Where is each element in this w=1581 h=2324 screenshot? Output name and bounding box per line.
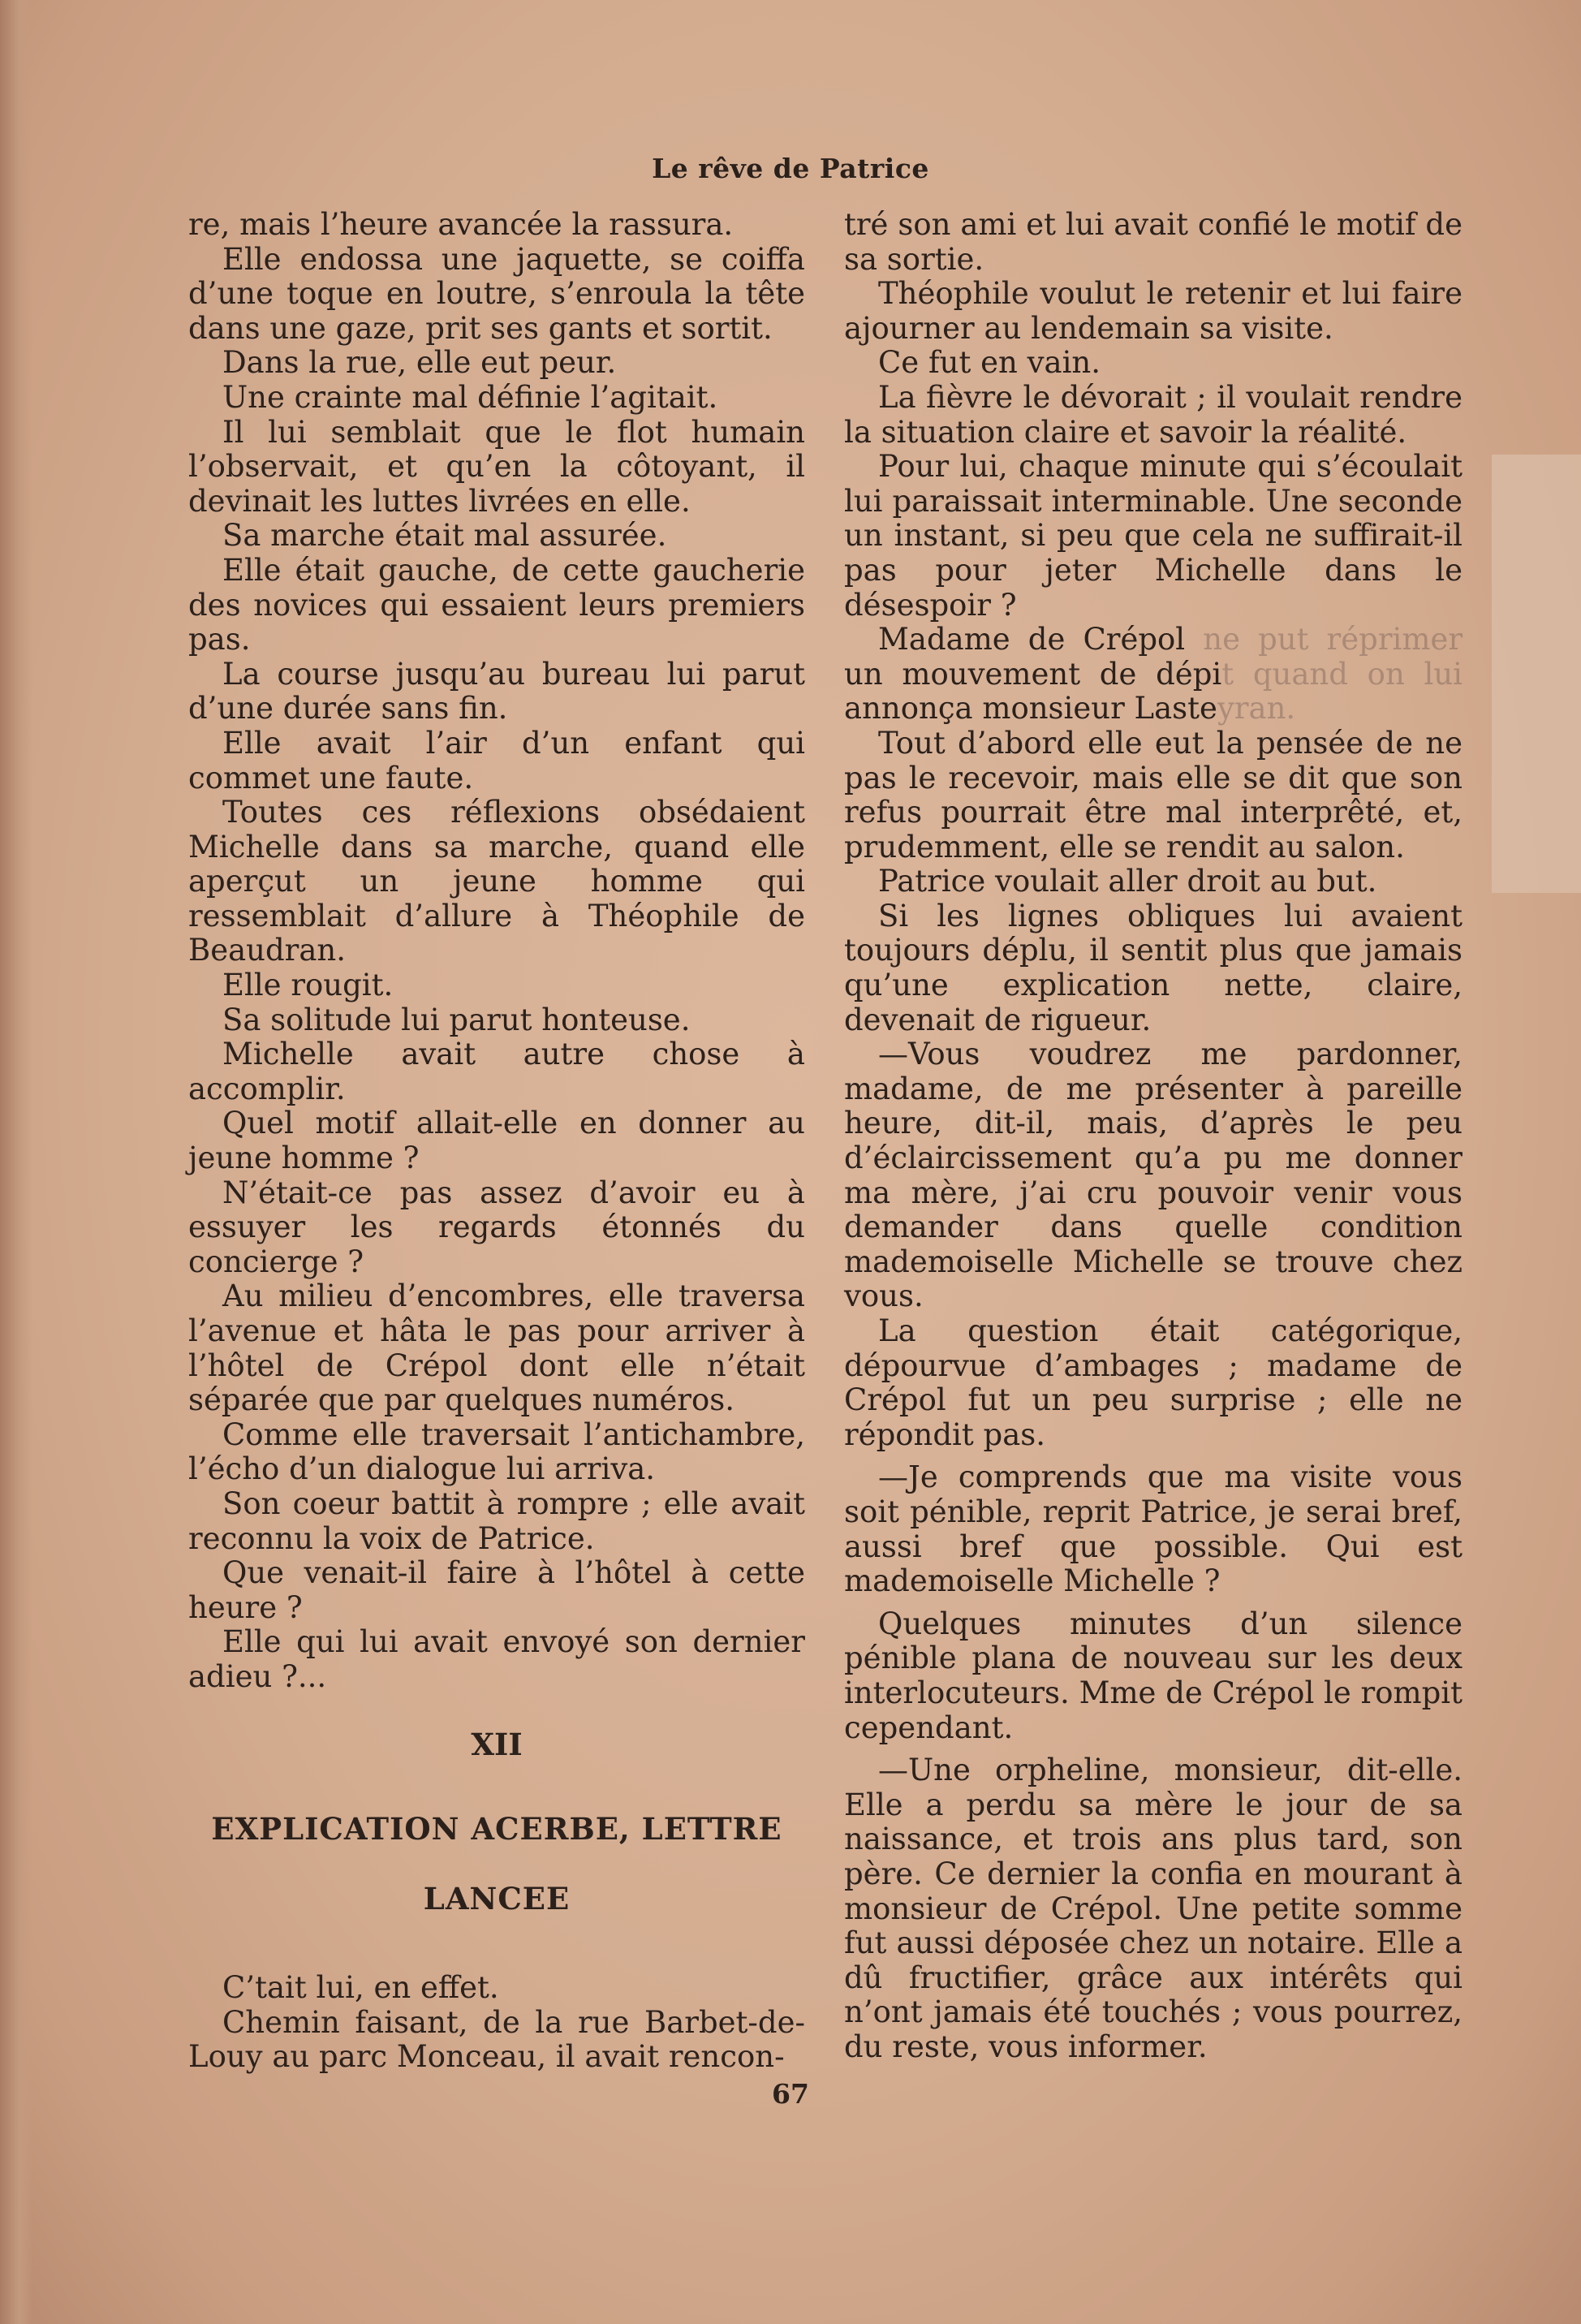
paragraph: Théophile voulut le retenir et lui faire ajourner au lendemain sa visite. [844,276,1463,346]
paragraph: Que venait-il faire à l’hôtel à cette heure ? [188,1555,805,1625]
paragraph: La fièvre le dévorait ; il voulait rendre la situation claire et savoir la réalité. [844,379,1463,450]
paragraph: Comme elle traversait l’antichambre, l’écho d’un dialogue lui arriva. [188,1416,805,1487]
paragraph: Elle était gauche, de cette gaucherie des novices qui essaient leurs premiers pas. [188,552,805,658]
paragraph: —Vous voudrez me pardonner, madame, de me présenter à pareille heure, dit-il, mais, d’après le peu d’éclaircissement qu’a pu me donner ma mère, j’ai cru pouvoir venir vous demander dans quelle condition mademoiselle Michelle se trouve chez vous. [844,1037,1463,1314]
paragraph: N’était-ce pas assez d’avoir eu à essuyer les regards étonnés du concierge ? [188,1175,805,1279]
paragraph: Chemin faisant, de la rue Barbet-de-Louy au parc Monceau, il avait rencon- [188,2004,805,2075]
paragraph: Dans la rue, elle eut peur. [222,345,617,381]
right-column [844,208,1463,2064]
paragraph: Au milieu d’encombres, elle traversa l’avenue et hâta le pas pour arriver à l’hôtel de Crépol dont elle n’était séparée que par quelques numéros. [188,1278,805,1418]
paragraph: Une crainte mal définie l’agitait. [222,379,718,415]
faded-text: t quand on lui [1221,656,1463,692]
paragraph: La course jusqu’au bureau lui parut d’une durée sans fin. [188,656,805,727]
paragraph: Quel motif allait-elle en donner au jeune homme ? [188,1106,805,1176]
paragraph: Elle rougit. [222,968,394,1003]
paragraph: Toutes ces réflexions obsédaient Michelle dans sa marche, quand elle aperçut un jeune homme qui ressemblait d’allure à Théophile de Beaudran. [188,795,805,968]
paragraph: Michelle avait autre chose à accomplir. [188,1037,805,1106]
paragraph: Sa marche était mal assurée. [222,518,667,554]
text-run: annonça monsieur Laste [844,691,1217,727]
paragraph: tré son ami et lui avait confié le motif de sa sortie. [844,207,1463,277]
page-number: 67 [772,2078,809,2110]
chapter-number: XII [471,1726,523,1762]
faded-text: ne put réprimer [1203,622,1463,658]
paragraph: Quelques minutes d’un silence pénible plana de nouveau sur les deux interlocuteurs. Mme de Crépol le rompit cependant. [844,1606,1463,1745]
paragraph: Tout d’abord elle eut la pensée de ne pas le recevoir, mais elle se dit que son refus pourrait être mal interprêté, et, prudemment, elle se rendit au salon. [844,725,1463,864]
paragraph: La question était catégorique, dépourvue d’ambages ; madame de Crépol fut un peu surprise ; elle ne répondit pas. [844,1313,1463,1452]
page-edge-shadow [0,0,32,2324]
paragraph: —Je comprends que ma visite vous soit pénible, reprit Patrice, je serai bref, aussi bref que possible. Qui est mademoiselle Michelle ? [844,1460,1463,1599]
paragraph: Il lui semblait que le flot humain l’observait, et qu’en la côtoyant, il devinait les luttes livrées en elle. [188,414,805,519]
paragraph: Sa solitude lui parut honteuse. [222,1002,691,1037]
paragraph: —Une orpheline, monsieur, dit-elle. Elle a perdu sa mère le jour de sa naissance, et trois ans plus tard, son père. Ce dernier la confia en mourant à monsieur de Crépol. Une petite somme fut aussi déposée chez un notaire. Elle a dû fructifier, grâce aux intérêts qui n’ont jamais été touchés ; vous pourrez, du reste, vous informer. [844,1753,1463,2064]
running-title: Le rêve de Patrice [652,153,929,184]
paragraph: Son coeur battit à rompre ; elle avait reconnu la voix de Patrice. [188,1485,805,1556]
paragraph-faded-ink [844,623,1463,727]
chapter-title: EXPLICATION ACERBE, LETTRE LANCEE [211,1811,782,1917]
paragraph: Elle qui lui avait envoyé son dernier adieu ?... [188,1624,805,1694]
left-column [188,208,805,2075]
paragraph: Pour lui, chaque minute qui s’écoulait lui paraissait interminable. Une seconde un instant, si peu que cela ne suffirait-il pas pour jeter Michelle dans le désespoir ? [844,449,1463,623]
paragraph: Elle avait l’air d’un enfant qui commet une faute. [188,725,805,796]
paragraph: C’tait lui, en effet. [222,1970,499,2006]
text-run: Madame de Crépol [878,622,1186,658]
paragraph: Ce fut en vain. [878,345,1101,381]
text-run: un mouvement de dépi [844,656,1222,692]
paper-discoloration [1492,455,1581,893]
paragraph: Elle endossa une jaquette, se coiffa d’une toque en loutre, s’enroula la tête dans une gaze, prit ses gants et sortit. [188,241,805,346]
paragraph: Patrice voulait aller droit au but. [878,864,1377,899]
paragraph: re, mais l’heure avancée la rassura. [188,207,734,242]
paragraph: Si les lignes obliques lui avaient toujours déplu, il sentit plus que jamais qu’une explication nette, claire, devenait de rigueur. [844,898,1463,1037]
faded-text: yran. [1217,691,1296,727]
